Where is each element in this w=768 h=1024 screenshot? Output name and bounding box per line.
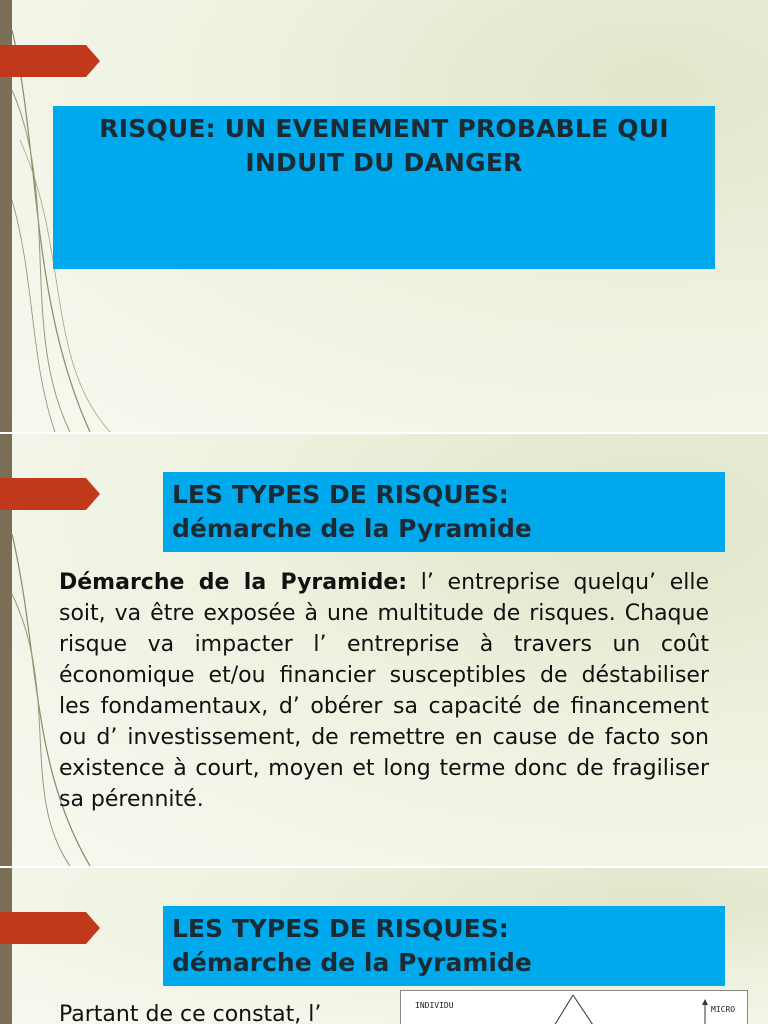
arrow-tab [0,45,100,77]
title-line-1: LES TYPES DE RISQUES: [172,914,509,943]
title-line-2: démarche de la Pyramide [172,948,532,977]
title-line-2: démarche de la Pyramide [172,514,532,543]
arrow-tab [0,912,100,944]
title-line-1: LES TYPES DE RISQUES: [172,480,509,509]
pyramid-figure [400,990,748,1024]
figure-label-right: MICRO [711,1005,736,1014]
slide-1 [0,0,768,432]
arrow-tab [0,478,100,510]
slide-title [172,912,725,980]
title-box [163,472,725,552]
pyramid-graphic [401,991,747,1024]
slide-2 [0,434,768,866]
body-paragraph [59,567,709,815]
left-strip [0,868,12,1024]
body-lead: Démarche de la Pyramide: [59,570,408,595]
title-box [163,906,725,986]
title-box [53,106,715,269]
slide-3 [0,868,768,1024]
slide-title [172,478,725,546]
slide-title: RISQUE: UN EVENEMENT PROBABLE QUI INDUIT DU DANGER [99,114,669,177]
figure-label-left: INDIVIDU [415,1001,454,1010]
body-text: l’ entreprise quelqu’ elle soit, va être exposée à une multitude de risques. Chaque risque va impacter l’ entreprise à travers un coût économique et/ou financier susceptibles de déstabiliser les fondamentaux, d’ obérer sa capacité de financement ou d’ investissement, de remettre en cause de facto son existence à court, moyen et long terme donc de fragiliser sa pérennité. [59,570,709,812]
body-paragraph: Partant de ce constat, l’ [59,1002,322,1024]
